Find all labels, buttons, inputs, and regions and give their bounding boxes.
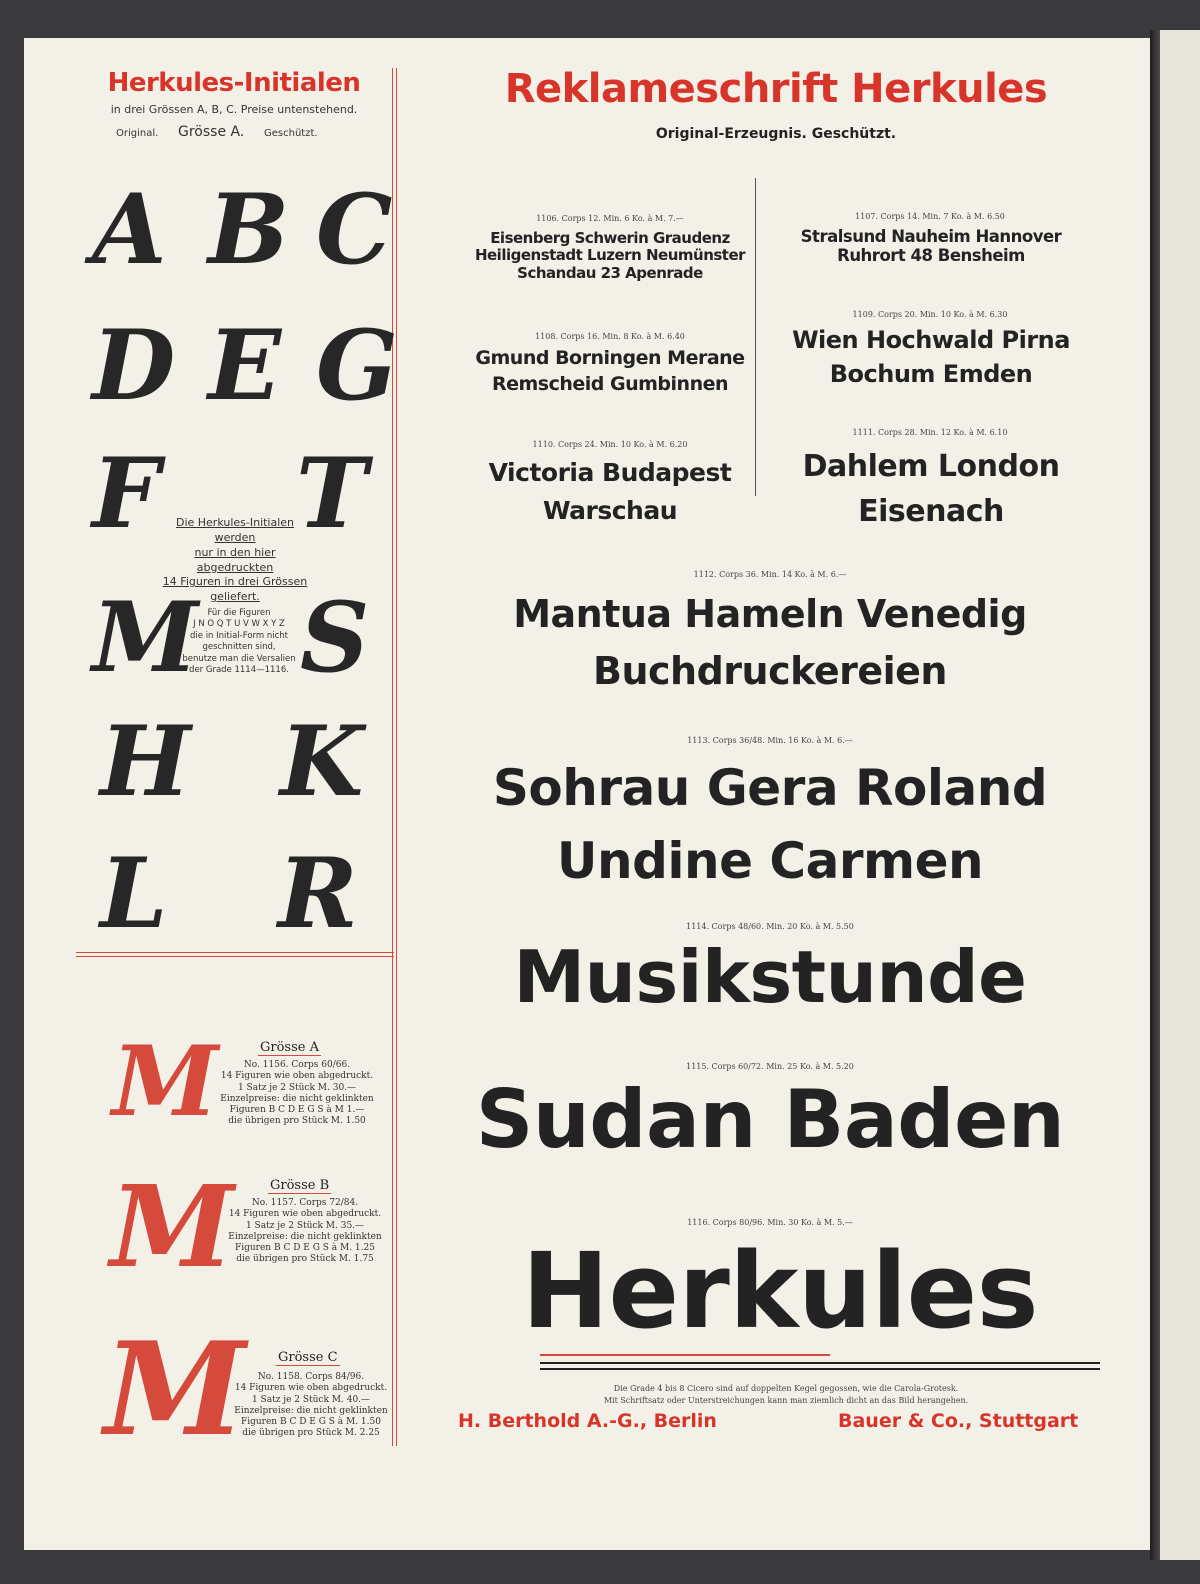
red-underline bbox=[540, 1354, 830, 1356]
initials-note bbox=[160, 516, 310, 605]
initial-letter: K bbox=[280, 705, 364, 818]
sample-line: Wien Hochwald Pirna bbox=[792, 326, 1070, 354]
sample-line: Ruhrort 48 Bensheim bbox=[837, 245, 1025, 265]
publisher-berlin: H. Berthold A.-G., Berlin bbox=[458, 1410, 717, 1432]
sample-line: Heiligenstadt Luzern Neumünster bbox=[474, 246, 746, 265]
grade-line: die übrigen pro Stück M. 1.50 bbox=[228, 1116, 366, 1127]
grade-title: Grösse B bbox=[270, 1178, 330, 1193]
specimen-spec: 1111. Corps 28. Min. 12 Ko. à M. 6.10 bbox=[852, 428, 1008, 437]
note-line: geliefert. bbox=[210, 590, 260, 604]
note-line: J N O Q T U V W X Y Z bbox=[193, 619, 285, 630]
specimen-spec: 1110. Corps 24. Min. 10 Ko. à M. 6.20 bbox=[532, 440, 688, 449]
grade-title: Grösse C bbox=[278, 1350, 338, 1365]
specimen-spec: 1108. Corps 16. Min. 8 Ko. à M. 6.40 bbox=[535, 332, 685, 341]
next-page-edge bbox=[1160, 30, 1200, 1560]
double-underline bbox=[540, 1362, 1100, 1370]
figures-note bbox=[176, 608, 302, 677]
initial-letter: B bbox=[208, 173, 290, 286]
initial-letter: S bbox=[300, 581, 370, 694]
sample-line: Remscheid Gumbinnen bbox=[491, 372, 729, 395]
size-label: Grösse A. bbox=[178, 124, 245, 140]
grade-line: Einzelpreise: die nicht geklinkten bbox=[220, 1093, 374, 1104]
specimen-spec: 1109. Corps 20. Min. 10 Ko. à M. 6.30 bbox=[852, 310, 1008, 319]
note-line: Die Herkules-Initialen werden bbox=[175, 516, 295, 544]
grade-line: 14 Figuren wie oben abgedruckt. bbox=[234, 1383, 388, 1394]
specimen-spec: 1113. Corps 36/48. Min. 16 Ko. à M. 6.— bbox=[687, 736, 853, 745]
page-title: Reklameschrift Herkules bbox=[504, 66, 1048, 112]
specimen-spec: 1115. Corps 60/72. Min. 25 Ko. à M. 5.20 bbox=[686, 1062, 854, 1071]
grade-line: Figuren B C D E G S à M. 1.50 bbox=[241, 1417, 381, 1427]
initial-letter: A bbox=[92, 173, 167, 286]
sample-line: Bochum Emden bbox=[829, 359, 1033, 388]
grade-line: 1 Satz je 2 Stück M. 30.— bbox=[237, 1082, 357, 1093]
initial-letter: R bbox=[278, 837, 358, 950]
specimen-sample bbox=[776, 324, 1086, 391]
sample-line: Eisenberg Schwerin Graudenz bbox=[490, 229, 730, 247]
specimen-sample: Herkules bbox=[521, 1230, 1039, 1352]
sample-line: Eisenach bbox=[858, 494, 1004, 529]
grade-initial: M bbox=[104, 1315, 246, 1465]
sample-line: Undine Carmen bbox=[556, 831, 984, 890]
grade-title: Grösse A bbox=[260, 1040, 319, 1055]
specimen-spec: 1112. Corps 36. Min. 14 Ko. à M. 6.— bbox=[693, 570, 847, 579]
initial-letter: L bbox=[100, 837, 168, 950]
initials-subtitle: in drei Grössen A, B, C. Preise untenstehend. bbox=[110, 103, 358, 116]
grade-line: No. 1157. Corps 72/84. bbox=[251, 1198, 359, 1208]
footnote bbox=[396, 1384, 1176, 1405]
specimen-sample: Musikstunde bbox=[513, 935, 1027, 1019]
specimen-sample bbox=[460, 454, 760, 529]
initial-letter: T bbox=[296, 437, 368, 550]
specimen-sample bbox=[430, 752, 1110, 897]
grade-details bbox=[212, 1060, 382, 1128]
sample-line: Buchdruckereien bbox=[592, 649, 947, 693]
specimen-spec: 1116. Corps 80/96. Min. 30 Ko. à M. 5.— bbox=[687, 1218, 853, 1227]
grade-line: Einzelpreise: die nicht geklinkten bbox=[234, 1405, 388, 1416]
publisher-stuttgart: Bauer & Co., Stuttgart bbox=[838, 1410, 1079, 1432]
grade-line: Figuren B C D E G S à M. 1.25 bbox=[235, 1243, 375, 1253]
specimen-sample bbox=[460, 346, 760, 397]
footnote-line: Die Grade 4 bis 8 Cicero sind auf doppelten Kegel gegossen, wie die Carola-Grotesk. bbox=[613, 1384, 959, 1393]
initial-letter: E bbox=[208, 309, 282, 422]
grade-line: 14 Figuren wie oben abgedruckt. bbox=[228, 1209, 382, 1220]
note-line: der Grade 1114—1116. bbox=[189, 665, 289, 676]
specimen-sample bbox=[776, 228, 1086, 266]
sample-line: Schandau 23 Apenrade bbox=[517, 263, 703, 282]
initial-letter: M bbox=[92, 581, 199, 694]
initial-letter: C bbox=[316, 173, 393, 286]
red-column-divider bbox=[392, 68, 397, 1446]
initial-letter: G bbox=[316, 309, 398, 422]
initial-letter: F bbox=[92, 437, 161, 550]
specimen-spec: 1114. Corps 48/60. Min. 20 Ko. à M. 5.50 bbox=[686, 922, 854, 931]
grade-line: die übrigen pro Stück M. 1.75 bbox=[236, 1254, 374, 1265]
sample-line: Dahlem London bbox=[802, 449, 1060, 484]
note-line: benutze man die Versalien bbox=[182, 653, 296, 664]
grade-line: Figuren B C D E G S à M 1.— bbox=[229, 1105, 365, 1115]
grade-details bbox=[220, 1198, 390, 1266]
sample-line: Warschau bbox=[542, 495, 678, 525]
sample-line: Victoria Budapest bbox=[488, 458, 732, 487]
sample-line: Mantua Hameln Venedig bbox=[513, 592, 1027, 636]
grade-line: die übrigen pro Stück M. 2.25 bbox=[242, 1428, 380, 1439]
specimen-sample bbox=[776, 444, 1086, 534]
grade-initial: M bbox=[112, 1025, 219, 1138]
initial-letter: D bbox=[92, 309, 176, 422]
specimen-spec: 1107. Corps 14. Min. 7 Ko. à M. 6.50 bbox=[855, 212, 1005, 221]
protected-label: Geschützt. bbox=[264, 128, 318, 139]
grade-line: No. 1158. Corps 84/96. bbox=[257, 1372, 365, 1382]
sample-line: Gmund Borningen Merane bbox=[475, 347, 745, 369]
note-line: nur in den hier abgedruckten bbox=[194, 545, 276, 574]
red-section-divider bbox=[76, 952, 394, 957]
original-label: Original. bbox=[116, 128, 159, 139]
sample-line: Sohrau Gera Roland bbox=[492, 759, 1048, 817]
sample-line: Stralsund Nauheim Hannover bbox=[800, 227, 1062, 246]
specimen-column-divider bbox=[755, 178, 756, 496]
specimen-sample bbox=[460, 230, 760, 282]
grade-line: No. 1156. Corps 60/66. bbox=[243, 1060, 351, 1070]
specimen-sample: Sudan Baden bbox=[475, 1073, 1065, 1166]
note-line: 14 Figuren in drei Grössen bbox=[162, 575, 308, 589]
page-subtitle: Original-Erzeugnis. Geschützt. bbox=[655, 126, 897, 142]
note-line: Für die Figuren bbox=[207, 608, 271, 618]
note-line: die in Initial-Form nicht bbox=[190, 630, 288, 641]
initial-letter: H bbox=[100, 705, 191, 818]
grade-line: Einzelpreise: die nicht geklinkten bbox=[228, 1231, 382, 1242]
grade-line: 14 Figuren wie oben abgedruckt. bbox=[220, 1071, 374, 1082]
grade-details bbox=[226, 1372, 396, 1440]
grade-line: 1 Satz je 2 Stück M. 35.— bbox=[245, 1220, 365, 1231]
note-line: geschnitten sind, bbox=[202, 642, 276, 653]
initials-title: Herkules-Initialen bbox=[107, 68, 361, 98]
specimen-spec: 1106. Corps 12. Min. 6 Ko. à M. 7.— bbox=[536, 214, 684, 223]
grade-line: 1 Satz je 2 Stück M. 40.— bbox=[251, 1394, 371, 1405]
grade-initial: M bbox=[110, 1162, 234, 1293]
footnote-line: Mit Schriftsatz oder Unterstreichungen kann man ziemlich dicht an das Bild herangehen. bbox=[603, 1396, 969, 1405]
specimen-sample bbox=[430, 586, 1110, 700]
